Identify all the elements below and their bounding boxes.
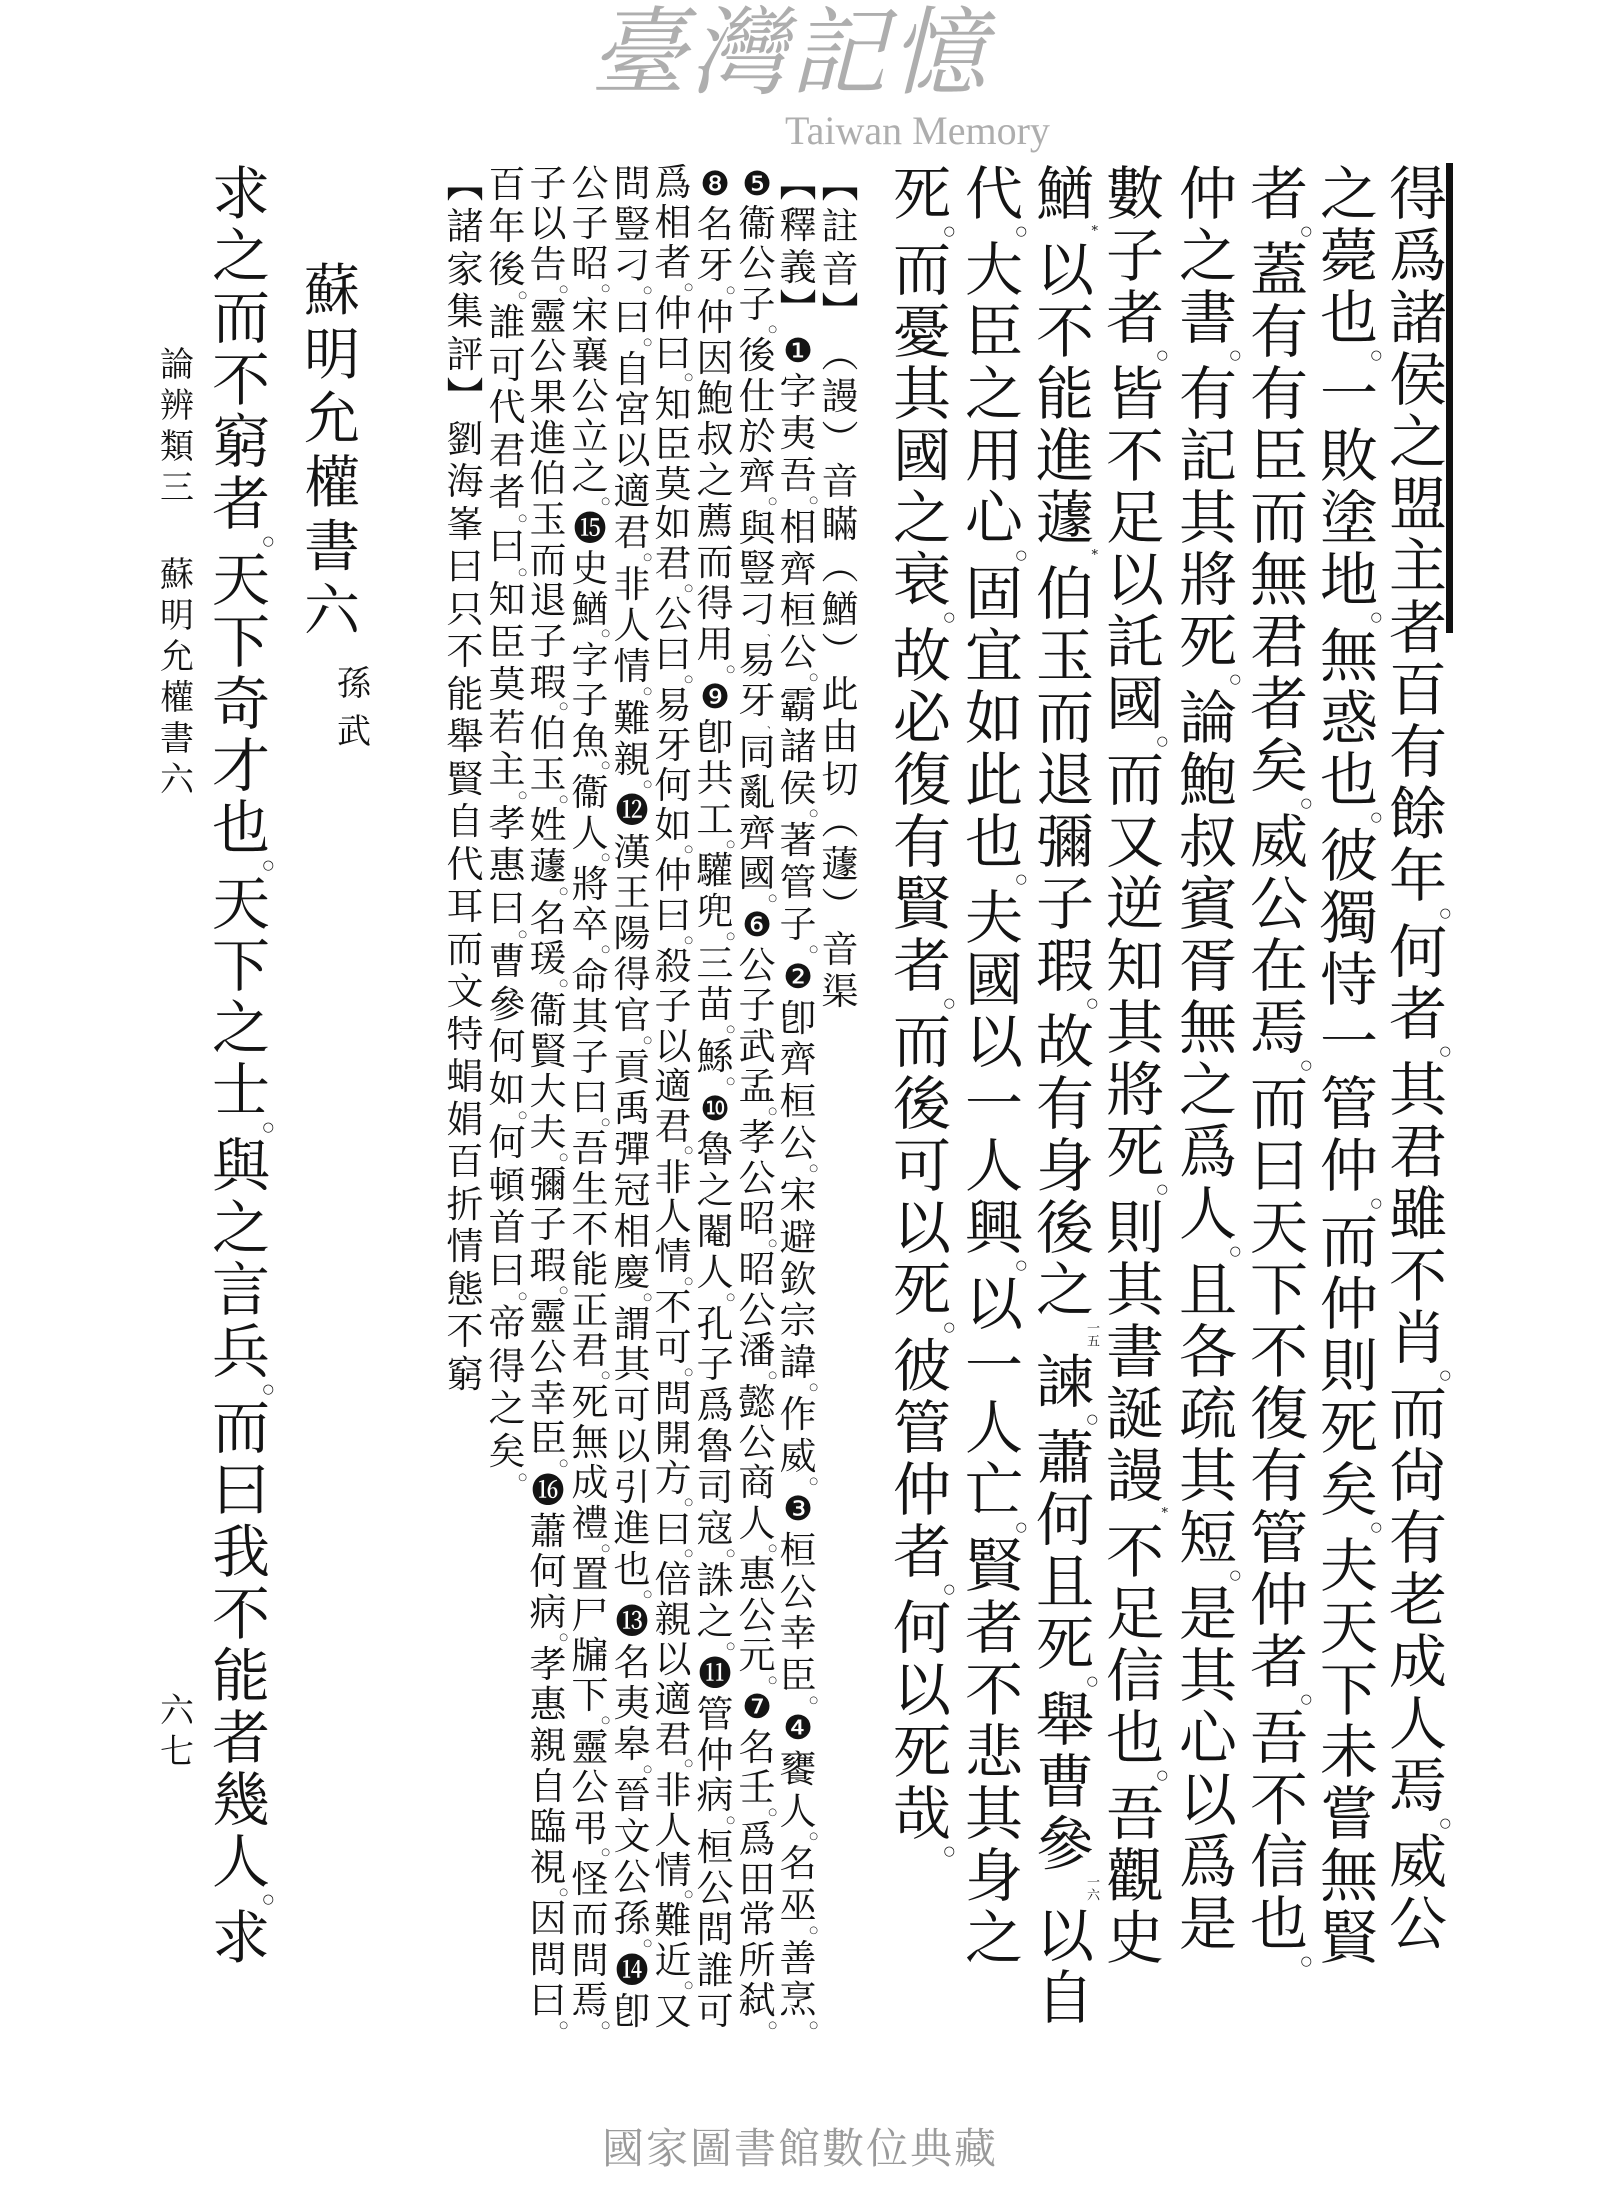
library-footer: 國家圖書館數位典藏 xyxy=(601,2124,998,2173)
watermark-chinese: 臺灣記憶 xyxy=(590,0,990,109)
annotation-glossary: ︻ 釋 義 ︼ ❶ 字 夷 吾 ○ 相 齊 桓 公 ○ 霸 諸 侯 ○ 著 管 子 ○ ❷ 卽 齊 桓 公 ○ 宋 避 欽 宗 諱 ○ 作 威 ○ ❸ 桓 公 幸 臣 ○ ❹ 饔 人 ○ 名 巫 ○ 善 烹 ○ xyxy=(779,162,818,2031)
annotation-column: ❺ 衞 公 子 ○ 後 仕 於 齊 ○ 與 豎 刁 、 易 牙 、 同 亂 齊 國 ○ ❻ 公 子 武 孟 ○ 孝 公 昭 ○ 昭 公 潘 ○ 懿 公 商 人 ○ 惠 公 元 ○ ❼ 名 壬 ○ 爲 田 常 所 弑 ○ xyxy=(738,163,777,2031)
annotation-column: ❽ 名 牙 ○ 仲 因 鮑 叔 之 薦 而 得 用 ○ ❾ 卽 共 工 ○ 驩 兜 ○ 三 苗 ○ 鯀 ○ ❿ 魯 之 閹 人 ○ 孔 子 爲 魯 司 寇 ○ 誅 之 ○ ⓫ 管 仲 病 ○ 桓 公 問 誰 可 xyxy=(696,163,735,2034)
annotation-column: 子 以 告 ○ 靈 公 果 進 伯 玉 而 退 子 瑕 ○ 伯 玉 ○ 姓 蘧 ○ 名 瑗 ○ 衞 賢 大 夫 ○ 彌 子 瑕 ○ 靈 公 幸 臣 ○ ⓰ 蕭 何 病 ○ 孝 惠 親 自 臨 視 ○ 因 問 曰 ○ xyxy=(529,161,568,2031)
page-number: 六 七 xyxy=(160,1690,194,1772)
annotation-pronunciation: ︻ 註 音 ︼ ︵ 謾 ︶ 音 瞞 ︵ 鰌 ︶ 此 由 切 ︵ 蘧 ︶ 音 渠 xyxy=(821,162,859,1014)
essay-subtitle: 孫 武 xyxy=(337,664,371,752)
main-text-column: 求 之 而 不 窮 者 ○ 天 下 奇 才 也 ○ 天 下 之 士 ○ 與 之 言 兵 ○ 而 曰 我 不 能 者 幾 人 ○ 求 xyxy=(211,160,274,1972)
main-text-column: 者 ○ 蓋 有 有 臣 而 無 君 者 矣 ○ 威 公 在 焉 ○ 而 曰 天 下 不 復 有 管 仲 者 ○ 吾 不 信 也 ○ xyxy=(1249,160,1312,1969)
main-text-column: 死 ○ 而 憂 其 國 之 衰 ○ 故 必 復 有 賢 者 ○ 而 後 可 以 死 ○ 彼 管 仲 者 ○ 何 以 死 哉 ○ xyxy=(892,160,955,1859)
margin-section-label: 論 辨 類 三 xyxy=(160,344,194,508)
essay-title: 蘇 明 允 權 書 六 xyxy=(304,259,360,644)
taiwan-memory-watermark xyxy=(590,0,1050,155)
annotation-column: 問 豎 刁 ○ 曰 ○ 自 宮 以 適 君 ○ 非 人 情 ○ 難 親 ○ ⓬ 漢 王 陽 得 官 ○ 貢 禹 彈 冠 相 慶 ○ 謂 其 可 以 引 進 也 ○ ⓭ 名 夷 皋 ○ 晉 文 公 孫 ○ ⓮ 卽 xyxy=(613,161,652,2034)
main-text-column: 鰌 * 以 不 能 進 蘧 * 伯 玉 而 退 彌 子 瑕 ○ 故 有 身 後 之 一五 諫 ○ 蕭 何 且 死 ○ 舉 曹 參 一六 以 自 xyxy=(1035,160,1099,2032)
main-text-column: 數 子 者 ○ 皆 不 足 以 託 國 ○ 而 又 逆 知 其 將 死 ○ 則 其 書 誕 謾 * 不 足 信 也 ○ 吾 觀 史 xyxy=(1105,160,1168,1972)
main-text-column: 得 爲 諸 侯 之 盟 主 者 百 有 餘 年 ○ 何 者 ○ 其 君 雖 不 肖 ○ 而 尙 有 老 成 人 焉 ○ 威 公 xyxy=(1388,160,1451,1958)
annotation-column: 公 子 昭 ○ 宋 襄 公 立 之 ○ ⓯ 史 鰌 ○ 字 子 魚 ○ 衞 人 ○ 將 卒 ○ 命 其 子 曰 ○ 吾 生 不 能 正 君 ○ 死 無 成 禮 ○ 置 尸 牖 下 ○ 靈 公 弔 ○ 怪 而 問 焉 ○ xyxy=(571,161,610,2031)
margin-running-title: 蘇 明 允 權 書 六 xyxy=(160,554,194,800)
watermark-english: Taiwan Memory xyxy=(785,108,1050,153)
main-text-column: 之 薨 也 ○ 一 敗 塗 地 ○ 無 惑 也 ○ 彼 獨 恃 一 管 仲 ○ 而 仲 則 死 矣 ○ 夫 天 下 未 嘗 無 賢 xyxy=(1319,160,1382,1972)
annotation-column: 爲 相 者 ○ 仲 曰 ○ 知 臣 莫 如 君 ○ 公 曰 ○ 易 牙 何 如 ○ 仲 曰 ○ 殺 子 以 適 君 ○ 非 人 情 ○ 不 可 ○ 問 開 方 ○ 曰 ○ 倍 親 以 適 君 ○ 非 人 情 ○ 難 近 ○ 又 xyxy=(654,161,693,2034)
main-text-column: 代 ○ 大 臣 之 用 心 ○ 固 宜 如 此 也 ○ 夫 國 以 一 人 興 ○ 以 一 人 亡 ○ 賢 者 不 悲 其 身 之 xyxy=(964,160,1027,1972)
main-text-column: 仲 之 書 ○ 有 記 其 將 死 ○ 論 鮑 叔 賓 胥 無 之 爲 人 ○ 且 各 疏 其 短 ○ 是 其 心 以 爲 是 xyxy=(1178,160,1241,1958)
annotation-commentary: ︻ 諸 家 集 評 ︼ 劉 海 峯 曰 只 不 能 舉 賢 自 代 耳 而 文 特 蜎 娟 百 折 情 態 不 窮 xyxy=(446,162,484,1396)
annotation-column: 百 年 後 ○ 誰 可 代 君 者 ○ 曰 ○ 知 臣 莫 若 主 ○ 孝 惠 曰 ○ 曹 參 何 如 ○ 何 頓 首 曰 ○ 帝 得 之 矣 ○ xyxy=(488,162,527,1483)
